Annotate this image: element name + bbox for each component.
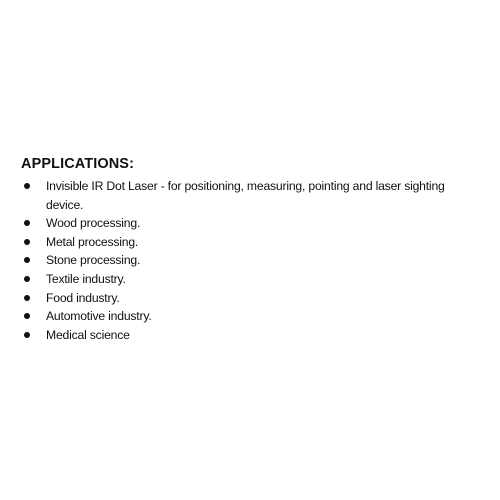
list-item [21, 233, 483, 252]
list-item [21, 270, 483, 289]
list-item [21, 251, 483, 270]
list-item [21, 326, 483, 345]
bullet-icon [24, 276, 30, 282]
list-item-text: Metal processing. [46, 234, 139, 249]
list-item-text: Invisible IR Dot Laser - for positioning, measuring, pointing and laser sighting device. [46, 179, 445, 212]
list-item-text: Food industry. [46, 290, 120, 305]
list-item [21, 177, 483, 214]
list-item [21, 289, 483, 308]
bullet-icon [24, 257, 30, 263]
list-item-text: Wood processing. [46, 216, 141, 231]
list-item-text: Stone processing. [46, 253, 141, 268]
applications-heading: APPLICATIONS: [21, 156, 135, 172]
bullet-icon [24, 332, 30, 338]
bullet-icon [24, 313, 30, 319]
list-item-text: Automotive industry. [46, 309, 152, 324]
applications-section [21, 155, 483, 344]
bullet-icon [24, 183, 30, 189]
applications-list [21, 177, 483, 344]
list-item-text: Textile industry. [46, 271, 126, 286]
bullet-icon [24, 220, 30, 226]
bullet-icon [24, 239, 30, 245]
list-item [21, 214, 483, 233]
bullet-icon [24, 295, 30, 301]
list-item [21, 307, 483, 326]
list-item-text: Medical science [46, 327, 130, 342]
